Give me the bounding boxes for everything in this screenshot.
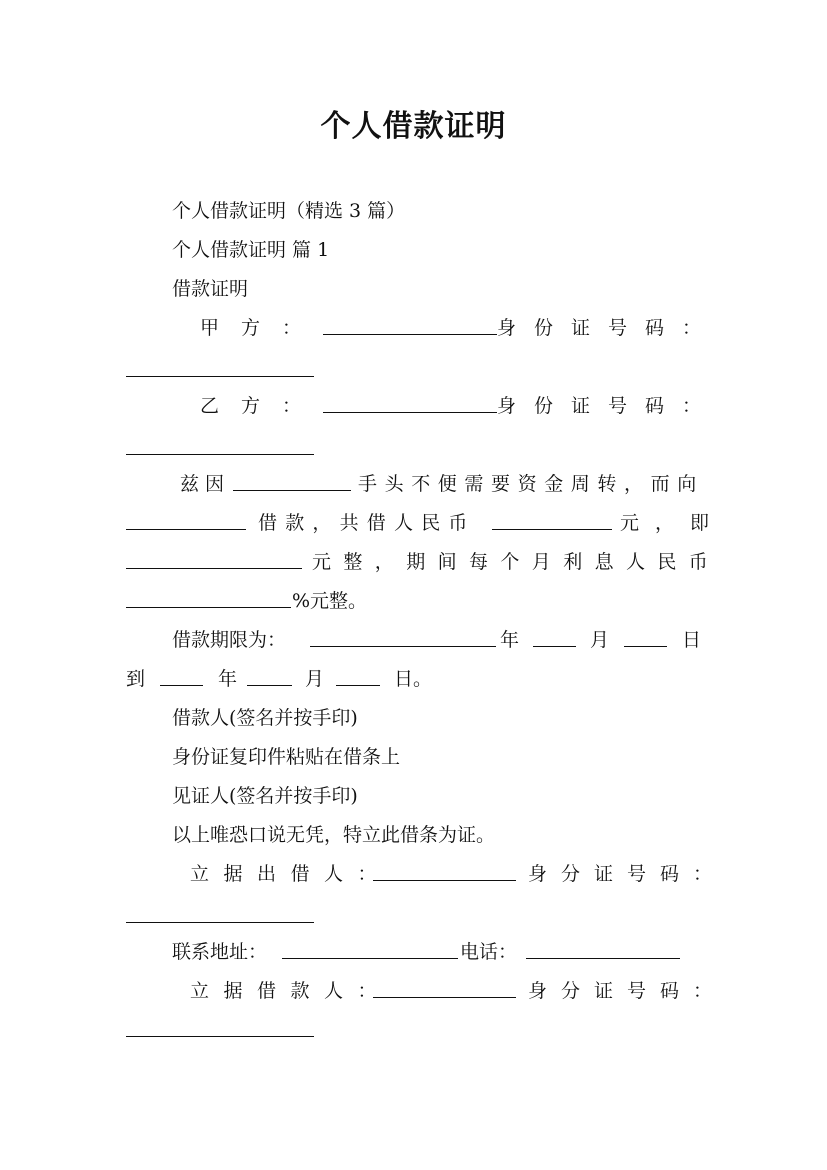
reason-prefix: 兹因 (180, 473, 231, 495)
borrower-id-blank (126, 1035, 314, 1037)
lender-id-label: 身分证号码： (528, 863, 727, 885)
period-day: 日 (682, 629, 702, 651)
party-a-id-blank (126, 375, 314, 377)
party-a-blank (323, 316, 497, 335)
lender-blank (126, 511, 246, 530)
period-end-year: 年 (218, 668, 238, 690)
document-title: 个人借款证明 (320, 109, 507, 144)
period-end-year-blank (160, 667, 203, 686)
period-month: 月 (590, 629, 610, 651)
period-to: 到 (126, 668, 146, 690)
id-copy-note: 身份证复印件粘贴在借条上 (172, 746, 401, 768)
interest-blank (126, 589, 291, 608)
loan-text-2: 元，即 (620, 512, 726, 534)
reason-blank (233, 472, 351, 491)
party-b-row (200, 394, 719, 418)
party-a-label: 甲方： (200, 317, 324, 339)
party-a-id-label: 身份证号码： (496, 317, 719, 339)
period-end-month: 月 (305, 668, 325, 690)
period-end-day-blank (336, 667, 380, 686)
borrower-id-label: 身分证号码： (528, 980, 727, 1002)
lender-name-blank (373, 862, 516, 881)
party-b-id-label: 身份证号码： (496, 395, 719, 417)
party-b-id-blank (126, 453, 314, 455)
borrower-sign: 借款人(签名并按手印) (172, 707, 358, 729)
oral-note: 以上唯恐口说无凭，特立此借条为证。 (172, 824, 496, 846)
loan-text-4: %元整。 (292, 590, 368, 612)
party-a-row (200, 316, 719, 340)
phone-blank (526, 940, 680, 959)
period-end-month-blank (247, 667, 292, 686)
period-start-day-blank (624, 628, 667, 647)
lender-id-blank (126, 921, 314, 923)
period-start-month-blank (533, 628, 576, 647)
amount-upper-blank (126, 550, 302, 569)
period-year: 年 (500, 629, 520, 651)
loan-text-3: 元整，期间每个月利息人民币 (312, 551, 721, 573)
period-start-year-blank (310, 628, 496, 647)
section-heading: 个人借款证明 篇 1 (172, 239, 330, 261)
address-blank (282, 940, 458, 959)
amount-blank (492, 511, 612, 530)
period-label: 借款期限为： (172, 629, 287, 651)
subtitle: 个人借款证明（精选 3 篇） (172, 200, 406, 222)
phone-label: 电话： (460, 941, 518, 963)
witness-sign: 见证人(签名并按手印) (172, 785, 358, 807)
borrower-label: 立据借款人： (190, 980, 392, 1002)
borrower-name-blank (373, 979, 516, 998)
reason-text: 手头不便需要资金周转，而向 (358, 473, 704, 495)
loan-proof-heading: 借款证明 (172, 278, 249, 300)
party-b-blank (323, 394, 497, 413)
party-b-label: 乙方： (200, 395, 324, 417)
lender-label: 立据出借人： (190, 863, 392, 885)
address-label: 联系地址： (172, 941, 268, 963)
loan-text-1: 借款，共借人民币 (258, 512, 476, 534)
period-end: 日。 (394, 668, 433, 690)
